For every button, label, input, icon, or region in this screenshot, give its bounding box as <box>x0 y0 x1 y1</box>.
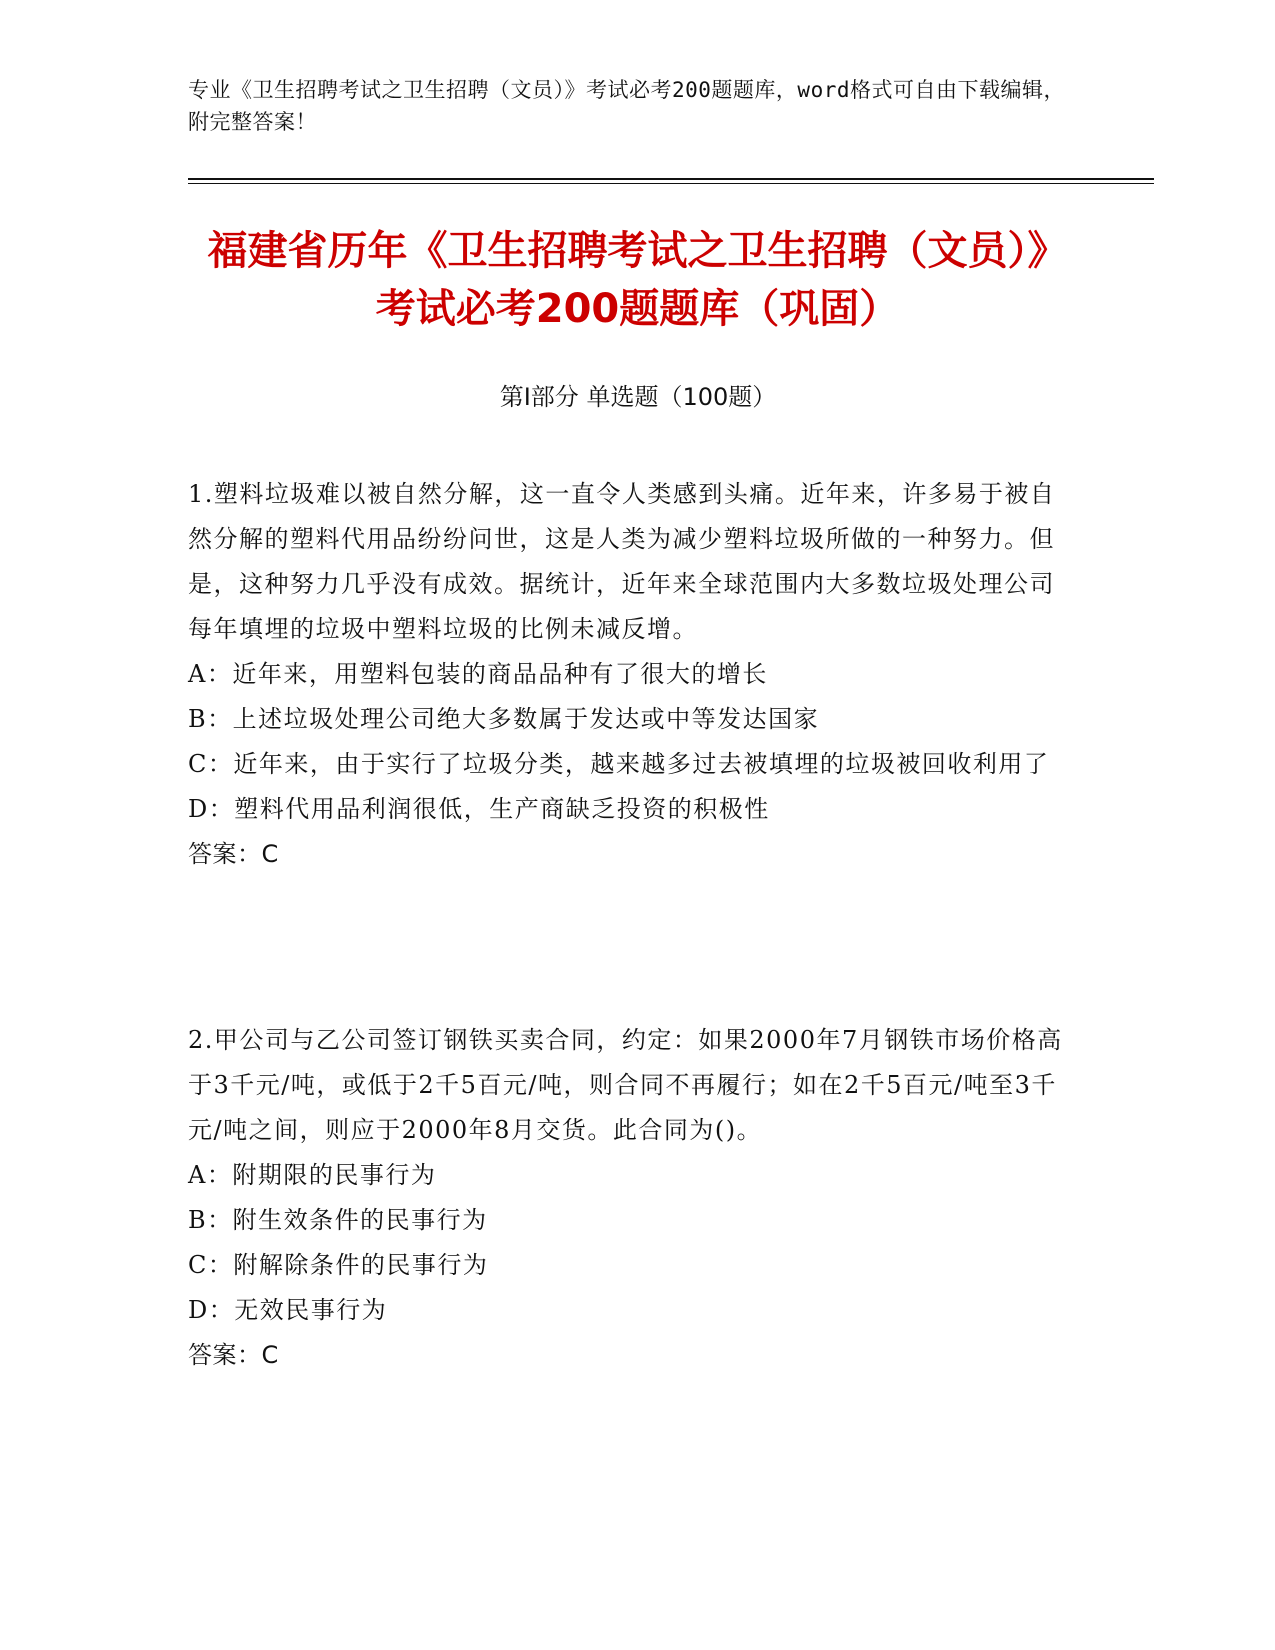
question-stem: 1.塑料垃圾难以被自然分解，这一直令人类感到头痛。近年来，许多易于被自然分解的塑料代用品纷纷问世，这是人类为减少塑料垃圾所做的一种努力。但是，这种努力几乎没有成效。据统计，近年来全球范围内大多数垃圾处理公司每年填埋的垃圾中塑料垃圾的比例未减反增。 <box>188 480 1056 643</box>
header-divider-thin <box>188 183 1154 184</box>
document-title: 福建省历年《卫生招聘考试之卫生招聘（文员）》考试必考200题题库（巩固） <box>207 228 1068 332</box>
header-divider-thick <box>188 178 1154 180</box>
option-c: C：附解除条件的民事行为 <box>188 1251 489 1279</box>
question-1 <box>188 472 1068 877</box>
question-stem: 2.甲公司与乙公司签订钢铁买卖合同，约定：如果2000年7月钢铁市场价格高于3千元/吨，或低于2千5百元/吨，则合同不再履行；如在2千5百元/吨至3千元/吨之间，则应于2000年8月交货。此合同为()。 <box>188 1026 1063 1144</box>
option-d: D：无效民事行为 <box>188 1296 388 1324</box>
header-note: 专业《卫生招聘考试之卫生招聘（文员）》考试必考200题题库，word格式可自由下载编辑，附完整答案！ <box>188 78 1065 134</box>
answer: 答案：C <box>188 840 279 868</box>
option-b: B：附生效条件的民事行为 <box>188 1206 488 1234</box>
section-title: 第Ⅰ部分 单选题（100题） <box>499 383 777 411</box>
option-a: A：附期限的民事行为 <box>188 1161 437 1189</box>
option-c: C：近年来，由于实行了垃圾分类，越来越多过去被填埋的垃圾被回收利用了 <box>188 750 1050 778</box>
question-2 <box>188 1018 1068 1378</box>
option-b: B：上述垃圾处理公司绝大多数属于发达或中等发达国家 <box>188 705 820 733</box>
answer: 答案：C <box>188 1341 279 1369</box>
option-a: A：近年来，用塑料包装的商品品种有了很大的增长 <box>188 660 768 688</box>
option-d: D：塑料代用品利润很低，生产商缺乏投资的积极性 <box>188 795 770 823</box>
